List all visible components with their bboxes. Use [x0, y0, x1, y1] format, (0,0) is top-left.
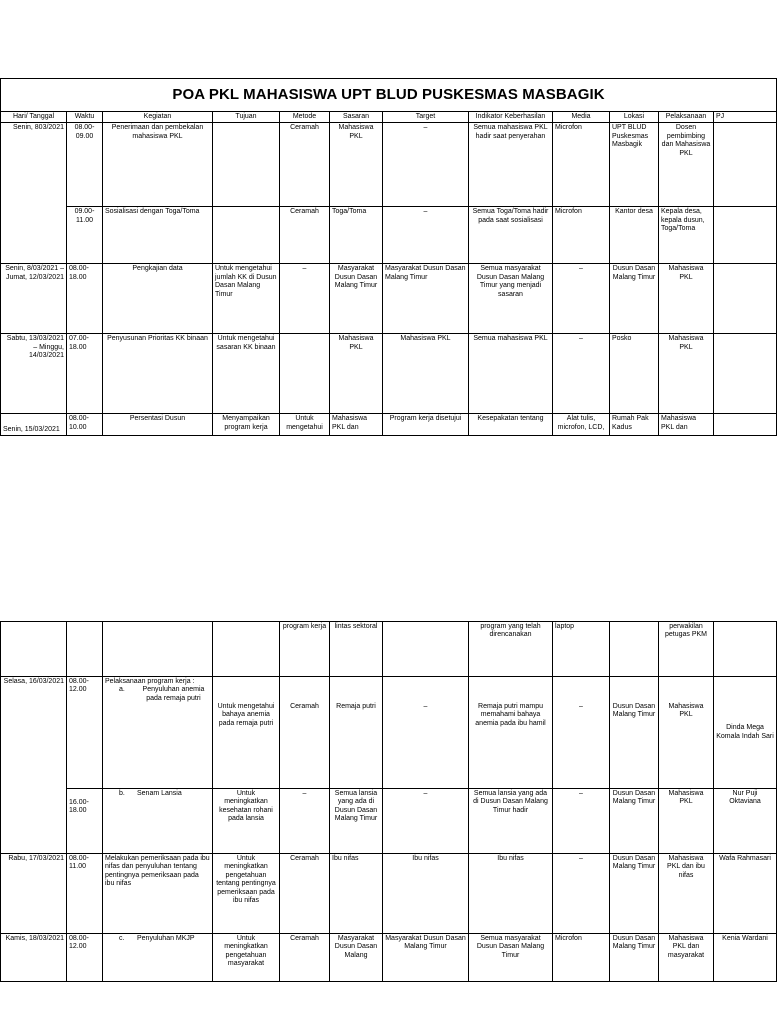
cell-media: Microfon — [553, 934, 610, 982]
poa-table-page-1 — [0, 78, 777, 436]
cell-waktu: 08.00-09.00 — [67, 123, 103, 207]
cell-tujuan: Menyampaikan program kerja — [213, 414, 280, 436]
cell-hari: Senin, 803/2021 — [1, 123, 67, 264]
cell-media: – — [553, 334, 610, 414]
cell-tujuan — [213, 622, 280, 677]
list-marker: b. — [119, 790, 125, 797]
cell-kegiatan — [103, 677, 213, 789]
cell-metode: Ceramah — [280, 677, 330, 789]
cell-target: Program kerja disetujui — [383, 414, 469, 436]
cell-sasaran: Toga/Toma — [330, 207, 383, 264]
cell-indikator: Kesepakatan tentang — [469, 414, 553, 436]
table-row — [1, 789, 777, 854]
header-target: Target — [383, 112, 469, 123]
cell-pelaksanaan: Mahasiswa PKL dan masyarakat — [659, 934, 714, 982]
cell-indikator: Ibu nifas — [469, 854, 553, 934]
cell-metode: Ceramah — [280, 934, 330, 982]
cell-waktu: 16.00-18.00 — [67, 789, 103, 854]
cell-media: – — [553, 854, 610, 934]
cell-media: – — [553, 264, 610, 334]
cell-metode: Ceramah — [280, 854, 330, 934]
cell-pj — [714, 123, 777, 207]
cell-target: – — [383, 207, 469, 264]
kegiatan-heading: Pelaksanaan program kerja : — [105, 678, 195, 685]
cell-target: Ibu nifas — [383, 854, 469, 934]
cell-indikator: Semua mahasiswa PKL — [469, 334, 553, 414]
cell-indikator: Semua masyarakat Dusun Dasan Malang Timur — [469, 934, 553, 982]
cell-sasaran: Remaja putri — [330, 677, 383, 789]
header-tujuan: Tujuan — [213, 112, 280, 123]
cell-tujuan — [213, 123, 280, 207]
cell-tujuan: Untuk meningkatkan pengetahuan masyarakat — [213, 934, 280, 982]
cell-metode: Ceramah — [280, 123, 330, 207]
cell-indikator: Remaja putri mampu memahami bahaya anemia pada ibu hamil — [469, 677, 553, 789]
cell-metode: – — [280, 789, 330, 854]
header-lokasi: Lokasi — [610, 112, 659, 123]
cell-kegiatan — [103, 622, 213, 677]
cell-target — [383, 622, 469, 677]
cell-sasaran: Masyarakat Dusun Dasan Malang — [330, 934, 383, 982]
cell-pj — [714, 622, 777, 677]
cell-media: – — [553, 677, 610, 789]
cell-pelaksanaan: Mahasiswa PKL — [659, 789, 714, 854]
table-row — [1, 414, 777, 436]
cell-pelaksanaan: Dosen pembimbing dan Mahasiswa PKL — [659, 123, 714, 207]
cell-pelaksanaan: perwakilan petugas PKM — [659, 622, 714, 677]
cell-pelaksanaan: Mahasiswa PKL — [659, 264, 714, 334]
cell-lokasi: UPT BLUD Puskesmas Masbagik — [610, 123, 659, 207]
cell-sasaran: lintas sektoral — [330, 622, 383, 677]
cell-pj: Kenia Wardani — [714, 934, 777, 982]
list-item-text: Senam Lansia — [137, 790, 182, 797]
cell-tujuan: Untuk mengetahui bahaya anemia pada remaja putri — [213, 677, 280, 789]
cell-lokasi: Dusun Dasan Malang Timur — [610, 854, 659, 934]
cell-indikator: Semua Toga/Toma hadir pada saat sosialisasi — [469, 207, 553, 264]
cell-pj: Wafa Rahmasari — [714, 854, 777, 934]
cell-pj: Nur Puji Oktaviana — [714, 789, 777, 854]
poa-table-page-2 — [0, 621, 777, 982]
cell-target: Mahasiswa PKL — [383, 334, 469, 414]
cell-hari: Selasa, 16/03/2021 — [1, 677, 67, 854]
cell-target: Masyarakat Dusun Dasan Malang Timur — [383, 934, 469, 982]
cell-kegiatan — [103, 934, 213, 982]
cell-sasaran: Ibu nifas — [330, 854, 383, 934]
cell-waktu: 08.00-10.00 — [67, 414, 103, 436]
cell-sasaran: Masyarakat Dusun Dasan Malang Timur — [330, 264, 383, 334]
table-row — [1, 934, 777, 982]
header-kegiatan: Kegiatan — [103, 112, 213, 123]
table-row — [1, 207, 777, 264]
cell-indikator: Semua lansia yang ada di Dusun Dasan Malang Timur hadir — [469, 789, 553, 854]
cell-kegiatan: Melakukan pemeriksaan pada ibu nifas dan penyuluhan tentang pentingnya pemeriksaan pada ibu nifas — [103, 854, 213, 934]
cell-target: – — [383, 123, 469, 207]
cell-kegiatan: Persentasi Dusun — [103, 414, 213, 436]
cell-kegiatan: Pengkajian data — [103, 264, 213, 334]
cell-sasaran: Mahasiswa PKL — [330, 123, 383, 207]
cell-metode: program kerja — [280, 622, 330, 677]
table-row — [1, 677, 777, 789]
cell-waktu: 08.00-12.00 — [67, 677, 103, 789]
cell-target: Masyarakat Dusun Dasan Malang Timur — [383, 264, 469, 334]
header-hari: Hari/ Tanggal — [1, 112, 67, 123]
cell-waktu — [67, 622, 103, 677]
cell-pelaksanaan: Mahasiswa PKL dan — [659, 414, 714, 436]
list-item-text: Penyuluhan anemia pada remaja putri — [142, 686, 205, 702]
table-header-row — [1, 112, 777, 123]
list-marker: c. — [119, 935, 125, 942]
cell-hari: Senin, 8/03/2021 – Jumat, 12/03/2021 — [1, 264, 67, 334]
cell-lokasi: Dusun Dasan Malang Timur — [610, 264, 659, 334]
cell-sasaran: Semua lansia yang ada di Dusun Dasan Malang Timur — [330, 789, 383, 854]
cell-waktu: 08.00-11.00 — [67, 854, 103, 934]
header-sasaran: Sasaran — [330, 112, 383, 123]
cell-hari: Senin, 15/03/2021 — [1, 414, 67, 436]
cell-media: Alat tulis, microfon, LCD, — [553, 414, 610, 436]
cell-media: Microfon — [553, 207, 610, 264]
cell-pj — [714, 334, 777, 414]
header-waktu: Waktu — [67, 112, 103, 123]
header-pelaksanaan: Pelaksanaan — [659, 112, 714, 123]
cell-kegiatan: Sosialisasi dengan Toga/Toma — [103, 207, 213, 264]
cell-tujuan: Untuk meningkatkan kesehatan rohani pada lansia — [213, 789, 280, 854]
cell-lokasi: Dusun Dasan Malang Timur — [610, 677, 659, 789]
cell-pelaksanaan: Mahasiswa PKL dan ibu nifas — [659, 854, 714, 934]
cell-pj — [714, 414, 777, 436]
header-metode: Metode — [280, 112, 330, 123]
cell-tujuan: Untuk mengetahui jumlah KK di Dusun Dasan Malang Timur — [213, 264, 280, 334]
cell-lokasi: Posko — [610, 334, 659, 414]
cell-target: – — [383, 677, 469, 789]
cell-pj — [714, 264, 777, 334]
cell-tujuan — [213, 207, 280, 264]
kegiatan-list-item — [105, 686, 210, 703]
cell-kegiatan: Penyusunan Prioritas KK binaan — [103, 334, 213, 414]
cell-lokasi: Kantor desa — [610, 207, 659, 264]
cell-waktu: 08.00-18.00 — [67, 264, 103, 334]
table-row-continuation — [1, 622, 777, 677]
cell-metode — [280, 334, 330, 414]
cell-hari: Sabtu, 13/03/2021 – Minggu, 14/03/2021 — [1, 334, 67, 414]
cell-indikator: Semua mahasiswa PKL hadir saat penyerahan — [469, 123, 553, 207]
cell-hari: Kamis, 18/03/2021 — [1, 934, 67, 982]
cell-sasaran: Mahasiswa PKL dan — [330, 414, 383, 436]
table-row — [1, 334, 777, 414]
cell-pj: Dinda Mega Komala Indah Sari — [714, 677, 777, 789]
cell-pj — [714, 207, 777, 264]
cell-pelaksanaan: Mahasiswa PKL — [659, 677, 714, 789]
table-row — [1, 123, 777, 207]
cell-lokasi: Rumah Pak Kadus — [610, 414, 659, 436]
cell-kegiatan — [103, 789, 213, 854]
cell-pelaksanaan: Kepala desa, kepala dusun, Toga/Toma — [659, 207, 714, 264]
header-pj: PJ — [714, 112, 777, 123]
cell-lokasi: Dusun Dasan Malang Timur — [610, 934, 659, 982]
cell-pelaksanaan: Mahasiswa PKL — [659, 334, 714, 414]
cell-hari — [1, 622, 67, 677]
kegiatan-list-item — [105, 790, 210, 798]
list-item-text: Penyuluhan MKJP — [137, 935, 195, 942]
cell-indikator: program yang telah direncanakan — [469, 622, 553, 677]
cell-sasaran: Mahasiswa PKL — [330, 334, 383, 414]
cell-lokasi — [610, 622, 659, 677]
cell-media: Microfon — [553, 123, 610, 207]
page-title: POA PKL MAHASISWA UPT BLUD PUSKESMAS MASBAGIK — [1, 79, 777, 112]
cell-waktu: 08.00-12.00 — [67, 934, 103, 982]
cell-metode: – — [280, 264, 330, 334]
cell-media: laptop — [553, 622, 610, 677]
cell-tujuan: Untuk mengetahui sasaran KK binaan — [213, 334, 280, 414]
cell-target: – — [383, 789, 469, 854]
cell-metode: Ceramah — [280, 207, 330, 264]
table-row — [1, 854, 777, 934]
cell-indikator: Semua masyarakat Dusun Dasan Malang Timur yang menjadi sasaran — [469, 264, 553, 334]
cell-lokasi: Dusun Dasan Malang Timur — [610, 789, 659, 854]
cell-kegiatan: Penerimaan dan pembekalan mahasiswa PKL — [103, 123, 213, 207]
cell-tujuan: Untuk meningkatkan pengetahuan tentang pentingnya pemeriksaan pada ibu nifas — [213, 854, 280, 934]
list-marker: a. — [119, 686, 125, 694]
cell-hari: Rabu, 17/03/2021 — [1, 854, 67, 934]
table-row — [1, 264, 777, 334]
cell-waktu: 09.00-11.00 — [67, 207, 103, 264]
cell-media: – — [553, 789, 610, 854]
header-indikator: Indikator Keberhasilan — [469, 112, 553, 123]
cell-waktu: 07.00-18.00 — [67, 334, 103, 414]
cell-metode: Untuk mengetahui — [280, 414, 330, 436]
header-media: Media — [553, 112, 610, 123]
kegiatan-list-item — [105, 935, 210, 943]
